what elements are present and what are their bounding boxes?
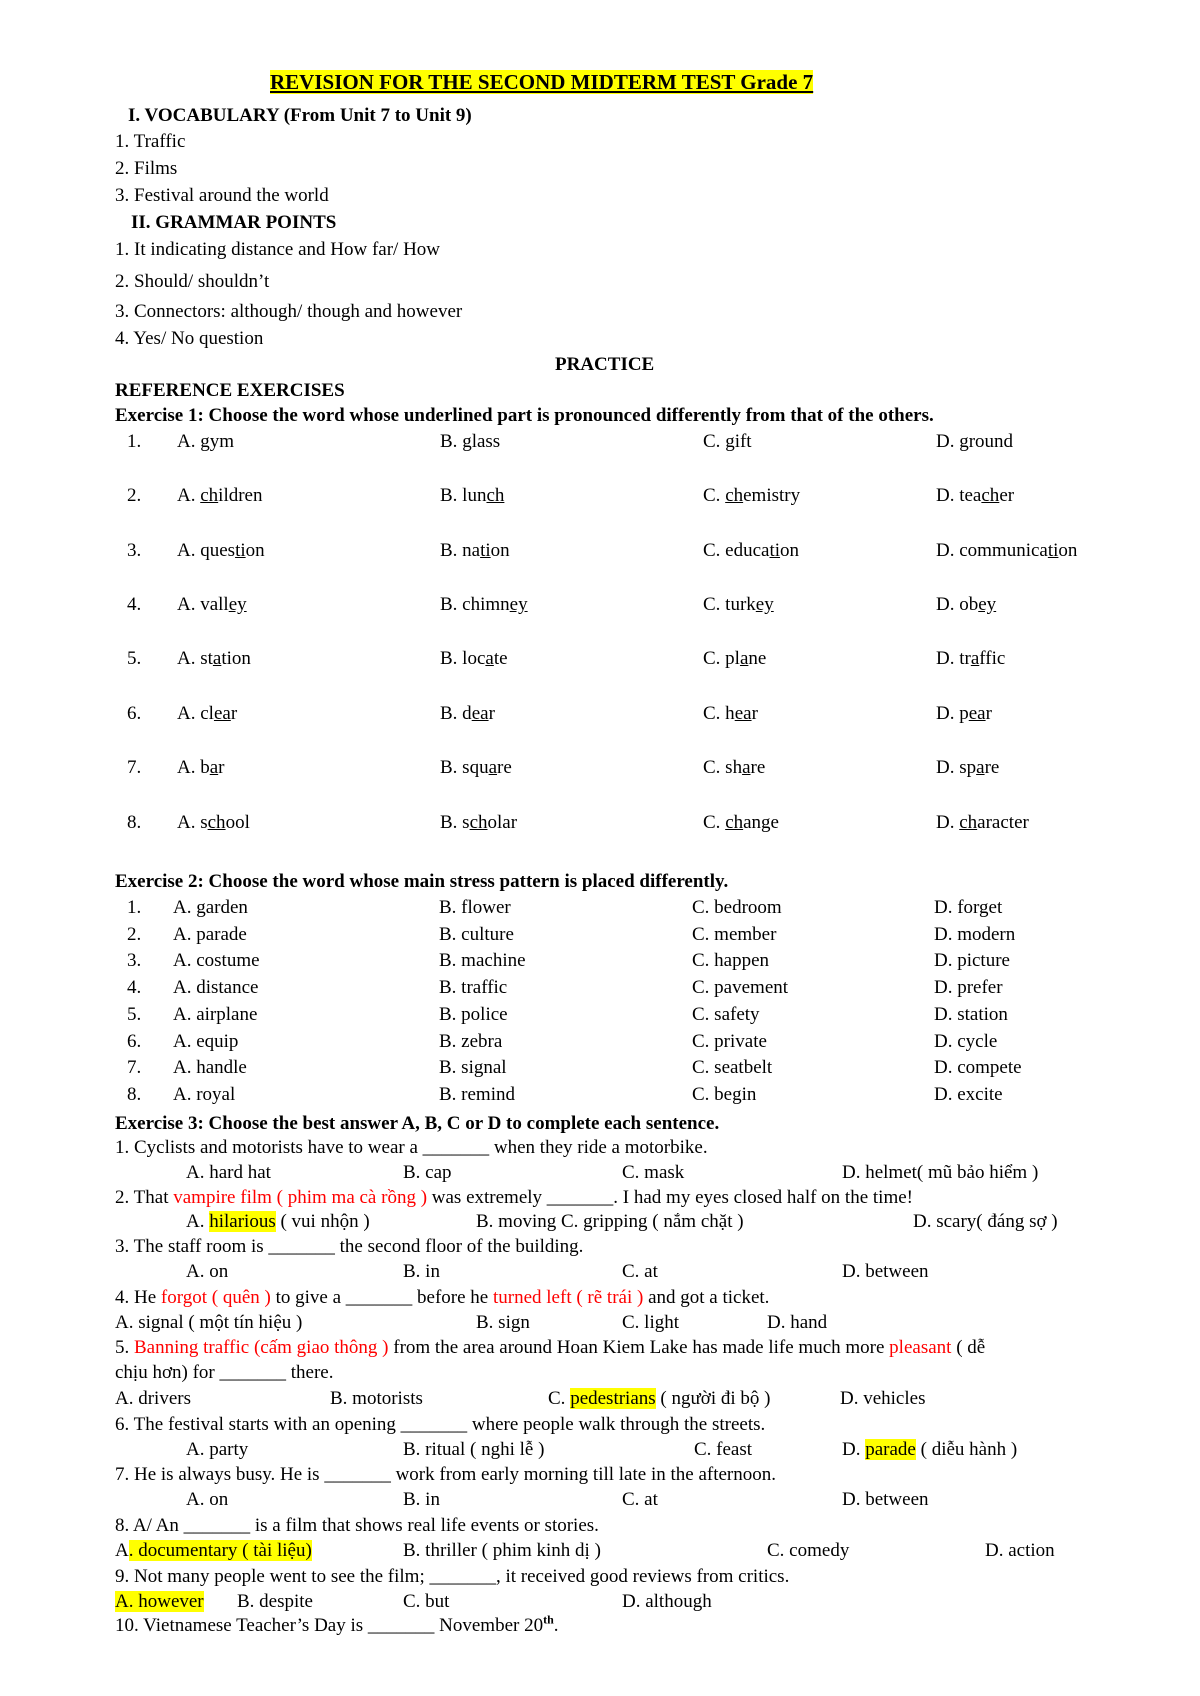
option: C. mask — [622, 1162, 685, 1183]
option-text: re — [750, 757, 766, 778]
option-text: A. st — [177, 648, 213, 669]
question-number: 6. — [127, 1031, 142, 1052]
question-number: 4. — [127, 977, 142, 998]
option — [440, 811, 517, 835]
option-text: D. sp — [936, 757, 977, 778]
option-text: A. b — [177, 757, 210, 778]
option: D. prefer — [934, 977, 1003, 998]
option-text: re — [497, 757, 512, 778]
option — [177, 539, 265, 563]
option: D. between — [842, 1489, 929, 1510]
option-text: ange — [743, 812, 779, 833]
option: C. member — [692, 924, 777, 945]
option-text: B. — [440, 431, 463, 452]
option-text: A. vall — [177, 594, 229, 615]
option: A. costume — [173, 950, 260, 971]
option — [177, 702, 237, 726]
option-text: ift — [734, 431, 752, 452]
option — [703, 484, 800, 508]
option-text: re — [984, 757, 1000, 778]
option: C. bedroom — [692, 897, 782, 918]
option — [703, 647, 766, 671]
option-text: ool — [225, 812, 250, 833]
option: C. comedy — [767, 1540, 850, 1561]
option-text: D. — [936, 431, 960, 452]
underlined-part: ey — [228, 594, 247, 615]
option: D. between — [842, 1261, 929, 1282]
option — [440, 647, 508, 671]
underlined-part: ey — [509, 594, 528, 615]
document-title: REVISION FOR THE SECOND MIDTERM TEST Grade 7 — [270, 70, 814, 94]
option: A. parade — [173, 924, 247, 945]
question-number: 3. — [127, 540, 142, 561]
underlined-part: ea — [734, 703, 752, 724]
option — [703, 430, 752, 454]
option — [703, 811, 779, 835]
option: B. police — [439, 1004, 508, 1025]
vocab-item: 3. Festival around the world — [115, 185, 329, 206]
question-number: 8. — [127, 1084, 142, 1105]
option-text: D. — [936, 812, 960, 833]
underlined-part: g — [725, 431, 735, 452]
option — [703, 539, 799, 563]
option-text: r — [218, 757, 225, 778]
option: C. begin — [692, 1084, 757, 1105]
option: A. hilarious ( vui nhộn ) — [186, 1211, 370, 1232]
exercise-1-heading: Exercise 1: Choose the word whose underlined part is pronounced differently from that of the others. — [115, 405, 934, 426]
option-text: on — [490, 540, 510, 561]
option: D. modern — [934, 924, 1016, 945]
option: D. action — [985, 1540, 1055, 1561]
option-text: C. pl — [703, 648, 740, 669]
question-1: 1. Cyclists and motorists have to wear a _______ when they ride a motorbike. — [115, 1137, 708, 1158]
option: D. scary( đáng sợ ) — [913, 1211, 1058, 1232]
vocabulary-heading: I. VOCABULARY (From Unit 7 to Unit 9) — [128, 105, 472, 126]
option: C. but — [403, 1591, 450, 1612]
option: A. signal ( một tín hiệu ) — [115, 1312, 303, 1333]
option-text: B. d — [440, 703, 472, 724]
option: A. royal — [173, 1084, 236, 1105]
underlined-part: ti — [1047, 540, 1059, 561]
option-text: C. sh — [703, 757, 743, 778]
option: D. hand — [767, 1312, 828, 1333]
option: A. distance — [173, 977, 259, 998]
option — [936, 702, 992, 726]
underlined-part: ti — [769, 540, 781, 561]
option-text: aracter — [977, 812, 1029, 833]
option: A. equip — [173, 1031, 239, 1052]
option: A. drivers — [115, 1388, 191, 1409]
grammar-heading: II. GRAMMAR POINTS — [131, 212, 337, 233]
option-text: A. — [177, 431, 201, 452]
option — [936, 811, 1029, 835]
option-text: on — [245, 540, 265, 561]
question-number: 1. — [127, 897, 142, 918]
question-number: 3. — [127, 950, 142, 971]
option: B. motorists — [330, 1388, 423, 1409]
option-text: A. s — [177, 812, 208, 833]
question-9: 9. Not many people went to see the film; _______, it received good reviews from critics. — [115, 1566, 790, 1587]
underlined-part: ch — [486, 485, 505, 506]
option: C. private — [692, 1031, 767, 1052]
question-number: 8. — [127, 812, 142, 833]
option-text: olar — [487, 812, 518, 833]
underlined-part: ti — [235, 540, 246, 561]
option: A. handle — [173, 1057, 247, 1078]
option — [936, 539, 1077, 563]
option — [703, 756, 765, 780]
option — [936, 593, 996, 617]
question-number: 5. — [127, 1004, 142, 1025]
option — [936, 430, 1013, 454]
underlined-part: ey — [978, 594, 997, 615]
underlined-part: g — [200, 431, 210, 452]
option: B. ritual ( nghi lễ ) — [403, 1439, 545, 1460]
option-text: r — [985, 703, 992, 724]
practice-heading: PRACTICE — [555, 354, 655, 375]
option: B. despite — [237, 1591, 313, 1612]
question-10: 10. Vietnamese Teacher’s Day is _______ November 20th. — [115, 1612, 559, 1636]
option — [440, 484, 504, 508]
option-text: er — [999, 485, 1015, 506]
underlined-part: ti — [480, 540, 491, 561]
option — [177, 484, 263, 508]
option: B. in — [403, 1261, 440, 1282]
option: B. in — [403, 1489, 440, 1510]
question-8: 8. A/ An _______ is a film that shows real life events or stories. — [115, 1515, 599, 1536]
question-number: 2. — [127, 485, 142, 506]
underlined-part: a — [976, 757, 985, 778]
option: B. traffic — [439, 977, 508, 998]
question-4: 4. He forgot ( quên ) to give a _______ before he turned left ( rẽ trái ) and got a ticket. — [115, 1287, 770, 1308]
exercise-2-heading: Exercise 2: Choose the word whose main stress pattern is placed differently. — [115, 871, 729, 892]
underlined-part: a — [739, 648, 749, 669]
option: B. cap — [403, 1162, 452, 1183]
option-text: tion — [221, 648, 251, 669]
option: A. documentary ( tài liệu) — [115, 1540, 312, 1561]
option — [703, 593, 774, 617]
option: B. signal — [439, 1057, 507, 1078]
option-text: ne — [748, 648, 767, 669]
vocab-item: 2. Films — [115, 158, 178, 179]
question-number: 5. — [127, 648, 142, 669]
option: C. happen — [692, 950, 770, 971]
question-7: 7. He is always busy. He is _______ work from early morning till late in the afternoon. — [115, 1464, 776, 1485]
underlined-part: ch — [981, 485, 1000, 506]
option: C. safety — [692, 1004, 760, 1025]
option: B. flower — [439, 897, 511, 918]
option-text: on — [780, 540, 800, 561]
underlined-part: ch — [959, 812, 978, 833]
option-text: A. cl — [177, 703, 214, 724]
option: D. helmet( mũ bảo hiểm ) — [842, 1162, 1039, 1183]
option-text: D. tea — [936, 485, 982, 506]
option-text: te — [493, 648, 508, 669]
option — [177, 811, 250, 835]
option-text: B. s — [440, 812, 470, 833]
option-text: lass — [471, 431, 501, 452]
question-3: 3. The staff room is _______ the second floor of the building. — [115, 1236, 584, 1257]
option — [440, 539, 510, 563]
underlined-part: g — [462, 431, 472, 452]
underlined-part: ch — [725, 485, 744, 506]
option: D. although — [622, 1591, 712, 1612]
underlined-part: a — [209, 757, 219, 778]
option: A. hard hat — [186, 1162, 271, 1183]
option-text: emistry — [743, 485, 801, 506]
underlined-part: ch — [469, 812, 488, 833]
option: C. pavement — [692, 977, 789, 998]
option: B. machine — [439, 950, 526, 971]
option: C. light — [622, 1312, 680, 1333]
option-text: on — [1058, 540, 1078, 561]
option: C. seatbelt — [692, 1057, 773, 1078]
question-number: 4. — [127, 594, 142, 615]
option: D. picture — [934, 950, 1010, 971]
underlined-part: a — [970, 648, 980, 669]
option-text: r — [230, 703, 238, 724]
option: D. station — [934, 1004, 1008, 1025]
option-text: D. tr — [936, 648, 971, 669]
option-text: round — [968, 431, 1014, 452]
option: D. cycle — [934, 1031, 998, 1052]
reference-heading: REFERENCE EXERCISES — [115, 380, 345, 401]
underlined-part: a — [485, 648, 494, 669]
underlined-part: g — [959, 431, 969, 452]
question-5-continued: chịu hơn) for _______ there. — [115, 1362, 334, 1383]
option — [440, 430, 500, 454]
option-text: r — [751, 703, 758, 724]
underlined-part: ea — [213, 703, 231, 724]
option: C. at — [622, 1261, 658, 1282]
question-number: 7. — [127, 1057, 142, 1078]
option: C. pedestrians ( người đi bộ ) — [548, 1388, 771, 1409]
option: A. on — [186, 1489, 229, 1510]
underlined-part: ea — [471, 703, 489, 724]
grammar-item: 3. Connectors: although/ though and however — [115, 301, 463, 322]
exercise-3-heading: Exercise 3: Choose the best answer A, B, C or D to complete each sentence. — [115, 1113, 720, 1134]
option: B. moving C. gripping ( nắm chặt ) — [476, 1211, 744, 1232]
option-text: C. h — [703, 703, 735, 724]
option: B. culture — [439, 924, 514, 945]
option: A. party — [186, 1439, 249, 1460]
option-text: ym — [209, 431, 235, 452]
option: B. thriller ( phim kinh dị ) — [403, 1540, 601, 1561]
option-text: A. ques — [177, 540, 236, 561]
question-2: 2. That vampire film ( phim ma cà rồng ) was extremely _______. I had my eyes closed half on the time! — [115, 1187, 913, 1208]
underlined-part: ch — [200, 485, 219, 506]
underlined-part: ch — [207, 812, 226, 833]
underlined-part: a — [212, 648, 222, 669]
underlined-part: ch — [725, 812, 744, 833]
option-text: B. chimn — [440, 594, 510, 615]
option: D. vehicles — [840, 1388, 926, 1409]
option-text: B. na — [440, 540, 481, 561]
option: A. on — [186, 1261, 229, 1282]
vocab-item: 1. Traffic — [115, 131, 186, 152]
option-text: C. — [703, 485, 726, 506]
option — [936, 484, 1014, 508]
option-text: B. squ — [440, 757, 489, 778]
question-number: 1. — [127, 431, 142, 452]
option — [177, 593, 247, 617]
question-number: 2. — [127, 924, 142, 945]
underlined-part: ea — [968, 703, 986, 724]
option: A. however — [115, 1591, 204, 1612]
option: D. parade ( diễu hành ) — [842, 1439, 1018, 1460]
option-text: C. turk — [703, 594, 756, 615]
option-text: D. communica — [936, 540, 1048, 561]
option-text: A. — [177, 485, 201, 506]
option — [440, 756, 512, 780]
option: D. forget — [934, 897, 1003, 918]
question-6: 6. The festival starts with an opening _______ where people walk through the streets. — [115, 1414, 766, 1435]
option-text: ffic — [979, 648, 1006, 669]
option: C. feast — [694, 1439, 753, 1460]
option: D. compete — [934, 1057, 1022, 1078]
grammar-item: 1. It indicating distance and How far/ How — [115, 239, 441, 260]
option-text: D. ob — [936, 594, 979, 615]
grammar-item: 4. Yes/ No question — [115, 328, 264, 349]
option — [440, 702, 495, 726]
option-text: C. educa — [703, 540, 770, 561]
option — [177, 430, 234, 454]
option: C. at — [622, 1489, 658, 1510]
option: B. remind — [439, 1084, 515, 1105]
option: D. excite — [934, 1084, 1003, 1105]
option-text: D. p — [936, 703, 969, 724]
option — [440, 593, 528, 617]
option — [177, 647, 251, 671]
option-text: C. — [703, 431, 726, 452]
option — [936, 647, 1005, 671]
option — [177, 756, 225, 780]
option — [936, 756, 999, 780]
option-text: B. loc — [440, 648, 486, 669]
option: B. sign — [476, 1312, 530, 1333]
option: B. zebra — [439, 1031, 503, 1052]
option — [703, 702, 758, 726]
option: A. garden — [173, 897, 248, 918]
underlined-part: ey — [755, 594, 774, 615]
underlined-part: a — [488, 757, 498, 778]
underlined-part: a — [742, 757, 751, 778]
option-text: B. lun — [440, 485, 487, 506]
option-text: r — [488, 703, 495, 724]
question-number: 7. — [127, 757, 142, 778]
question-number: 6. — [127, 703, 142, 724]
option: A. airplane — [173, 1004, 258, 1025]
option-text: C. — [703, 812, 726, 833]
question-5: 5. Banning traffic (cấm giao thông ) from the area around Hoan Kiem Lake has made life much more pleasant ( dễ — [115, 1337, 986, 1358]
option-text: ildren — [218, 485, 263, 506]
grammar-item: 2. Should/ shouldn’t — [115, 271, 270, 292]
